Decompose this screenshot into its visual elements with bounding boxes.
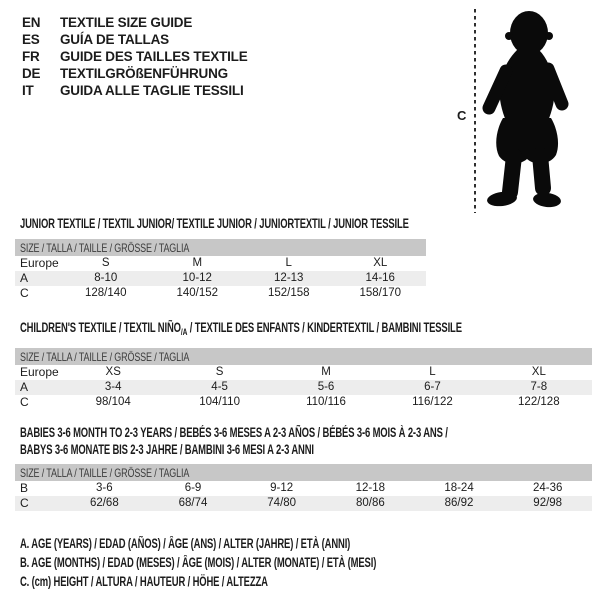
size-header-label: SIZE / TALLA / TAILLE / GRÖSSE / TAGLIA <box>20 241 190 255</box>
title-part: / TEXTILE DES ENFANTS / KINDERTEXTIL / BAMBINI TESSILE <box>187 320 462 335</box>
language-title: GUIDE DES TAILLES TEXTILE <box>60 49 248 64</box>
size-row-c <box>15 496 592 511</box>
row-label: Europe <box>20 256 59 270</box>
baby-silhouette-icon <box>481 8 573 214</box>
size-header-label: SIZE / TALLA / TAILLE / GRÖSSE / TAGLIA <box>20 466 190 480</box>
size-cell: 6-9 <box>184 482 202 494</box>
row-label: C <box>20 395 29 409</box>
language-row-en <box>22 14 248 31</box>
size-row-a <box>15 271 426 286</box>
size-cell: 5-6 <box>317 381 335 393</box>
legend-line-a: A. AGE (YEARS) / EDAD (AÑOS) / ÂGE (ANS) / ALTER (JAHRE) / ETÀ (ANNI) <box>20 536 351 551</box>
size-row-b <box>15 481 592 496</box>
language-title-block <box>22 14 248 99</box>
size-cell: XS <box>105 366 121 378</box>
legend-line-b: B. AGE (MONTHS) / EDAD (MESES) / ÂGE (MOIS) / ALTER (MONATE) / ETÀ (MESI) <box>20 555 377 570</box>
size-cell: 104/110 <box>199 396 240 408</box>
size-header-bar <box>15 239 426 256</box>
size-cell: 116/122 <box>412 396 453 408</box>
language-row-es <box>22 31 248 48</box>
size-cell: 122/128 <box>518 396 560 408</box>
size-header-label: SIZE / TALLA / TAILLE / GRÖSSE / TAGLIA <box>20 350 190 364</box>
junior-section-title: JUNIOR TEXTILE / TEXTIL JUNIOR/ TEXTILE JUNIOR / JUNIORTEXTIL / JUNIOR TESSILE <box>20 216 409 231</box>
babies-size-table <box>15 464 592 511</box>
language-title: TEXTILGRÖßENFÜHRUNG <box>60 66 228 81</box>
childrens-section-title-text <box>20 320 462 340</box>
row-label: A <box>20 380 29 394</box>
row-label: B <box>20 481 29 495</box>
row-label: C <box>20 286 29 300</box>
language-row-it <box>22 82 248 99</box>
legend-line-c: C. (cm) HEIGHT / ALTURA / HAUTEUR / HÖHE / ALTEZZA <box>20 574 268 589</box>
row-label: C <box>20 496 29 510</box>
language-title: TEXTILE SIZE GUIDE <box>60 15 193 30</box>
size-cell: XL <box>531 366 546 378</box>
language-code: FR <box>22 49 40 64</box>
row-label: Europe <box>20 365 59 379</box>
height-dotted-line <box>474 9 476 213</box>
size-row-c <box>15 286 426 301</box>
size-cell: S <box>101 257 110 269</box>
size-cell: 3-4 <box>104 381 122 393</box>
language-code: IT <box>22 83 34 98</box>
size-cell: 86/92 <box>444 497 474 509</box>
size-cell: 80/86 <box>355 497 385 509</box>
size-cell: 14-16 <box>365 272 395 284</box>
language-row-de <box>22 65 248 82</box>
size-cell: 152/158 <box>267 287 310 299</box>
size-cell: 24-36 <box>532 482 563 494</box>
size-header-bar <box>15 348 592 365</box>
size-cell: 62/68 <box>89 497 119 509</box>
size-cell: 10-12 <box>182 272 212 284</box>
language-row-fr <box>22 48 248 65</box>
title-part: CHILDREN'S TEXTILE / TEXTIL NIÑO <box>20 320 181 335</box>
size-row-europe <box>15 365 592 380</box>
language-code: DE <box>22 66 41 81</box>
size-cell: 8-10 <box>94 272 118 284</box>
size-cell: 12-13 <box>274 272 304 284</box>
size-row-europe <box>15 256 426 271</box>
size-row-c <box>15 395 592 410</box>
language-title: GUIDA ALLE TAGLIE TESSILI <box>60 83 244 98</box>
childrens-section-title <box>20 320 600 340</box>
language-code: EN <box>22 15 41 30</box>
size-cell: L <box>429 366 436 378</box>
size-cell: L <box>285 257 292 269</box>
babies-section-title-line1: BABIES 3-6 MONTH TO 2-3 YEARS / BEBÉS 3-6 MESES A 2-3 AÑOS / BÉBÉS 3-6 MOIS À 2-3 ANS / <box>20 425 448 440</box>
size-cell: XL <box>373 257 388 269</box>
size-cell: 110/116 <box>306 396 346 408</box>
junior-size-table <box>15 239 426 301</box>
size-cell: 128/140 <box>84 287 127 299</box>
size-cell: 140/152 <box>176 287 219 299</box>
size-cell: S <box>215 366 224 378</box>
size-header-bar <box>15 464 592 481</box>
language-code: ES <box>22 32 40 47</box>
legend <box>20 534 600 591</box>
size-cell: 98/104 <box>95 396 131 408</box>
size-cell: 7-8 <box>530 381 548 393</box>
size-cell: M <box>192 257 203 269</box>
size-cell: 18-24 <box>444 482 474 494</box>
title-subscript: /A <box>180 327 188 338</box>
size-cell: 6-7 <box>424 381 441 393</box>
size-cell: M <box>321 366 331 378</box>
size-cell: 68/74 <box>178 497 208 509</box>
size-cell: 9-12 <box>270 482 294 494</box>
row-label: A <box>20 271 29 285</box>
size-cell: 92/98 <box>533 497 563 509</box>
childrens-size-table <box>15 348 592 410</box>
babies-section-title-line2: BABYS 3-6 MONATE BIS 2-3 JAHRE / BAMBINI 3-6 MESI A 2-3 ANNI <box>20 442 314 457</box>
size-cell: 74/80 <box>267 497 297 509</box>
size-cell: 4-5 <box>211 381 228 393</box>
language-title: GUÍA DE TALLAS <box>60 32 169 47</box>
size-cell: 12-18 <box>355 482 386 494</box>
height-c-label: C <box>457 108 467 123</box>
size-row-a <box>15 380 592 395</box>
size-cell: 3-6 <box>96 482 113 494</box>
size-cell: 158/170 <box>359 287 402 299</box>
